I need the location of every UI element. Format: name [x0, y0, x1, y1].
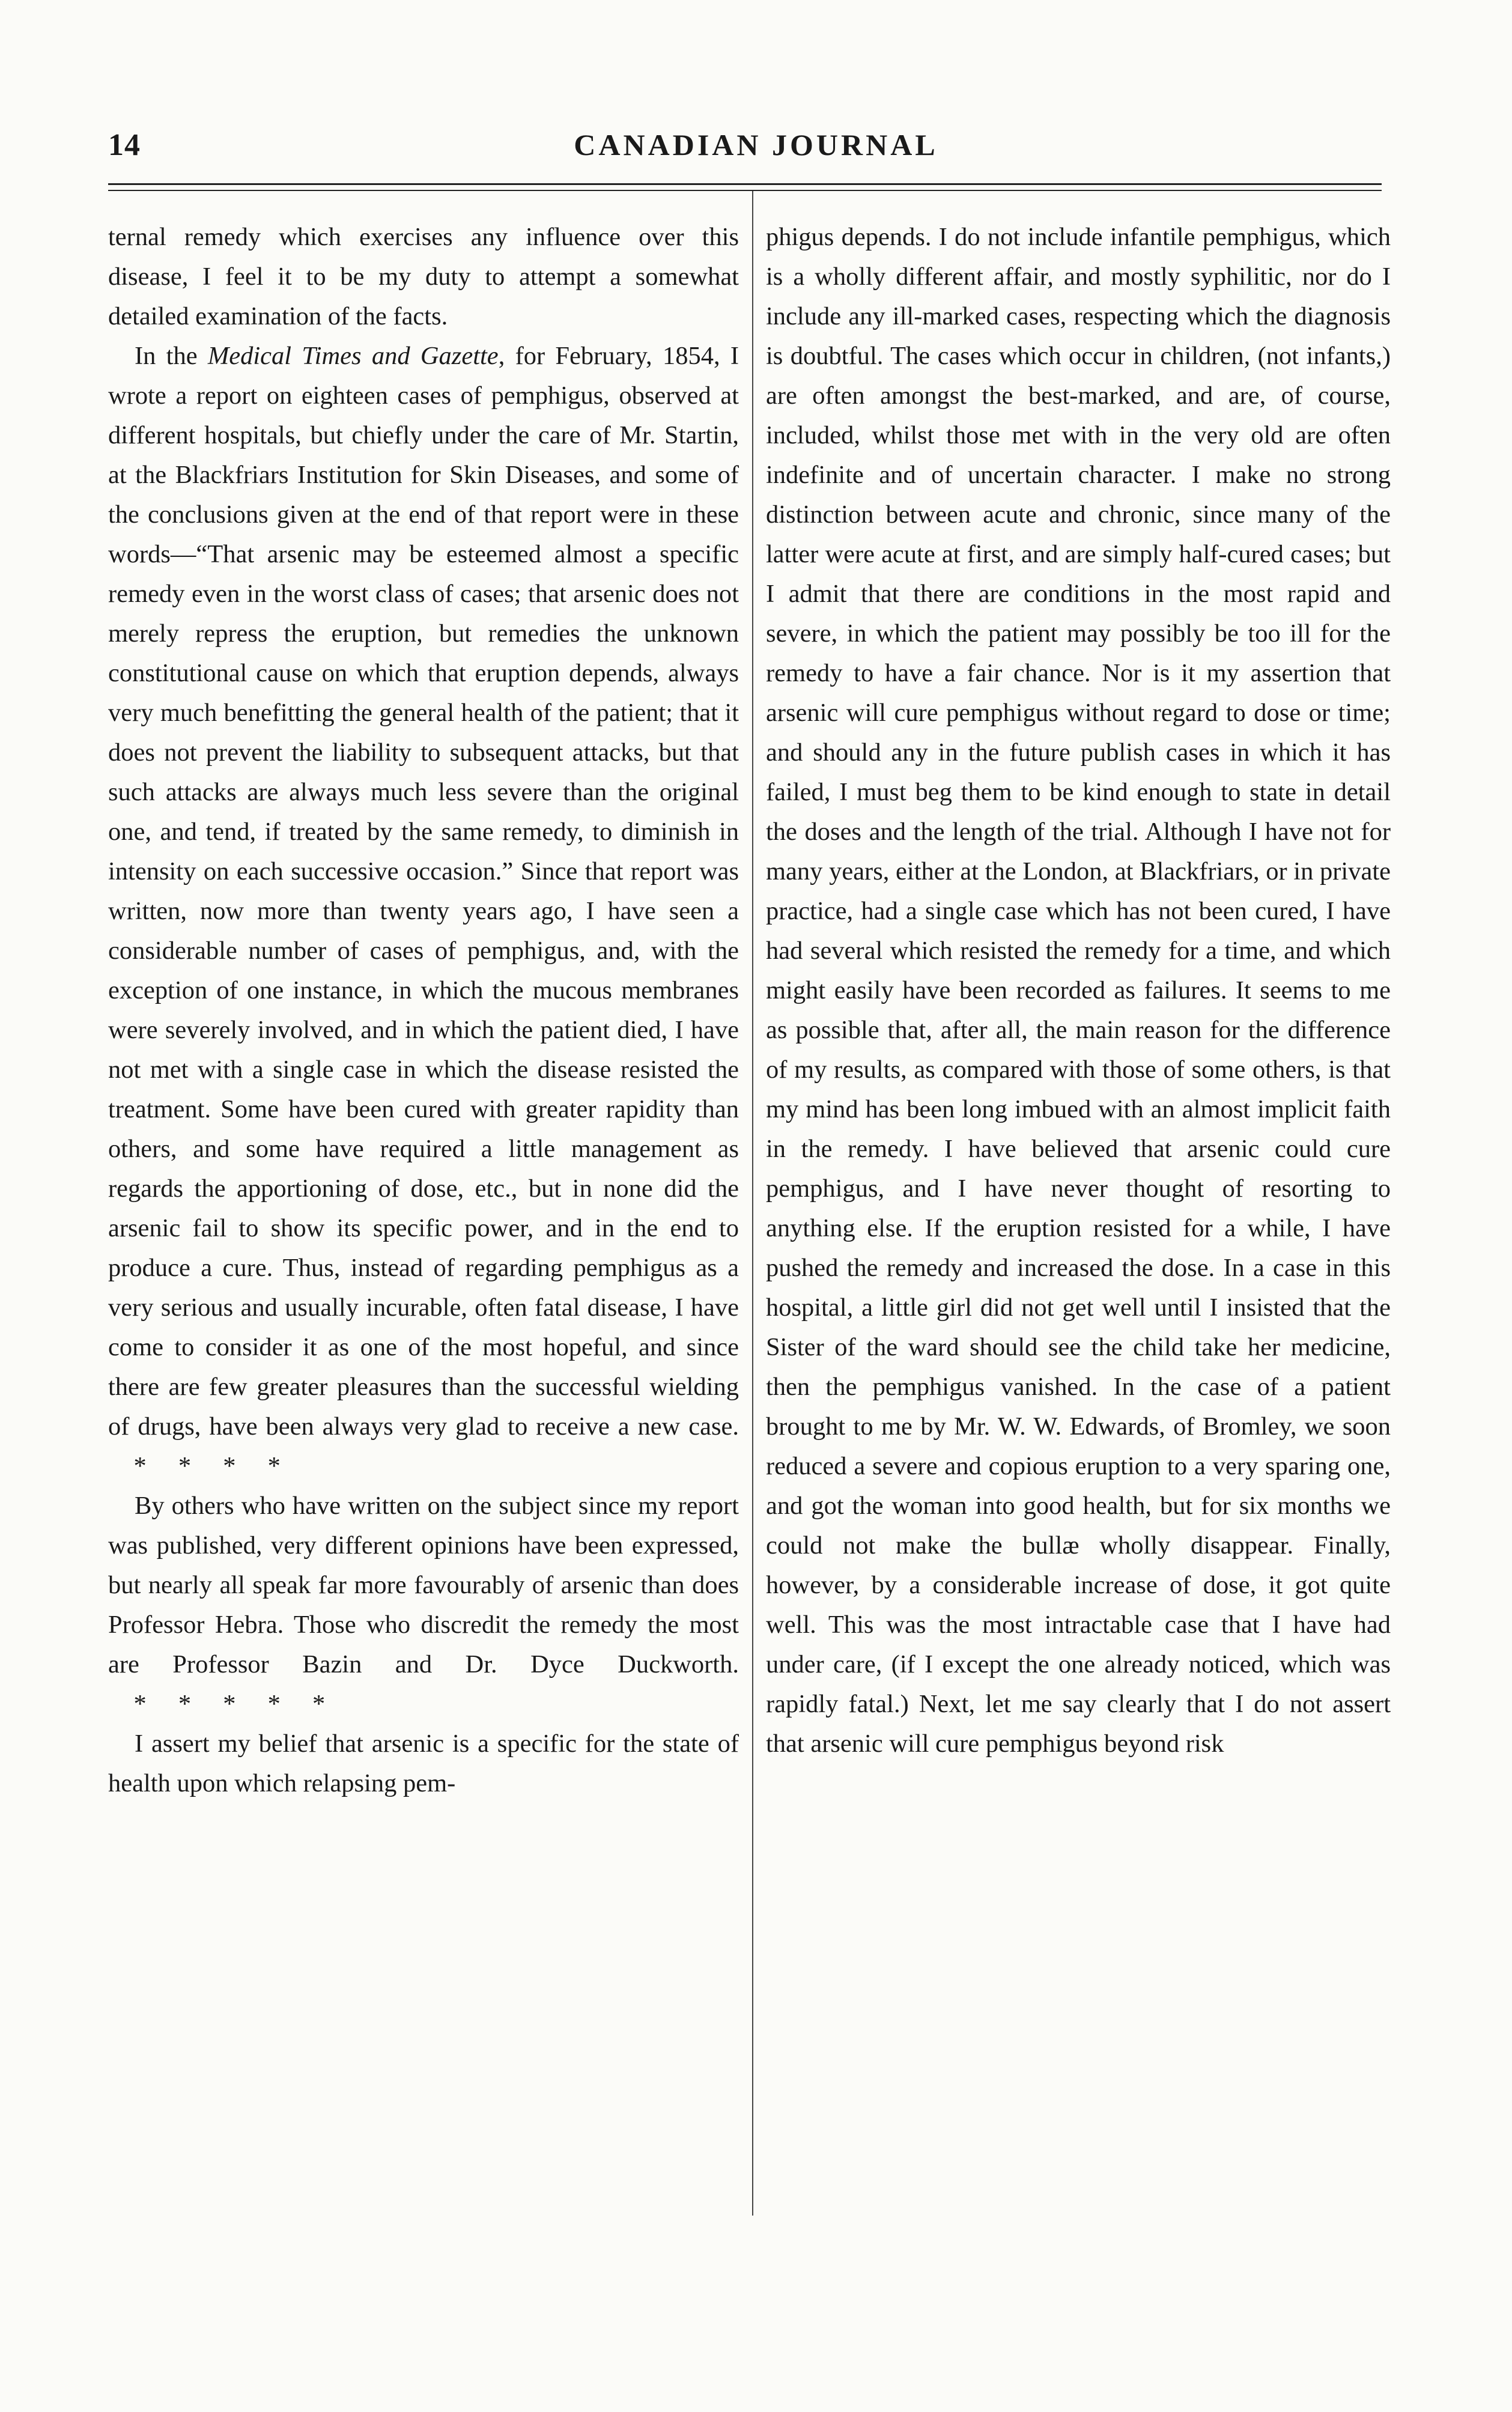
left-column — [108, 217, 739, 1803]
paragraph: ternal remedy which exercises any influence over this disease, I feel it to be my duty to attempt a somewhat detailed examination of the facts. — [108, 223, 739, 330]
paragraph — [108, 1486, 739, 1724]
paragraph-text: By others who have written on the subject since my report was published, very different opinions have been expressed, but nearly all speak far more favourably of arsenic than does Professor Hebra. Those who discredit the remedy the most are Professor Bazin and Dr. Dyce Duckworth. — [108, 1492, 739, 1678]
right-column — [766, 217, 1391, 1764]
paragraph — [108, 336, 739, 1486]
asterisk-break: * * * * — [108, 1452, 281, 1480]
journal-title: Medical Times and Gazette — [207, 342, 499, 370]
page-header — [0, 0, 1512, 198]
paragraph-start: In the — [135, 342, 208, 370]
header-rule — [108, 183, 1382, 185]
running-head: CANADIAN JOURNAL — [574, 128, 938, 162]
paragraph: phigus depends. I do not include infantile pemphigus, which is a wholly different affair, and mostly syphilitic, nor do I include any ill-marked cases, respecting which the diagnosis is doubtful. The cases which occur in children, (not infants,) are often amongst the best-marked, and are, of course, included, whilst those met with in the very old are often indefinite and of uncertain character. I make no strong distinction between acute and chronic, since many of the latter were acute at first, and are simply half-cured cases; but I admit that there are conditions in the most rapid and severe, in which the patient may possibly be too ill for the remedy to have a fair chance. Nor is it my assertion that arsenic will cure pemphigus without regard to dose or time; and should any in the future publish cases in which it has failed, I must beg them to be kind enough to state in detail the doses and the length of the trial. Although I have not for many years, either at the London, at Blackfriars, or in private practice, had a single case which has not been cured, I have had several which resisted the remedy for a time, and which might easily have been recorded as failures. It seems to me as possible that, after all, the main reason for the difference of my results, as compared with those of some others, is that my mind has been long imbued with an almost implicit faith in the remedy. I have believed that arsenic could cure pemphigus, and I have never thought of resorting to anything else. If the eruption resisted for a while, I have pushed the remedy and increased the dose. In a case in this hospital, a little girl did not get well until I insisted that the Sister of the ward should see the child take her medicine, then the pemphigus vanished. In the case of a patient brought to me by Mr. W. W. Edwards, of Bromley, we soon reduced a severe and copious eruption to a very sparing one, and got the woman into good health, but for six months we could not make the bullæ wholly disappear. Finally, however, by a considerable increase of dose, it got quite well. This was the most intractable case that I have had under care, (if I except the one already noticed, which was rapidly fatal.) Next, let me say clearly that I do not assert that arsenic will cure pemphigus beyond risk — [766, 223, 1391, 1758]
page-number: 14 — [108, 128, 141, 162]
header-rule-secondary — [108, 190, 1382, 191]
asterisk-break: * * * * * — [108, 1690, 326, 1718]
column-divider — [752, 191, 753, 2216]
paragraph: I assert my belief that arsenic is a specific for the state of health upon which relapsing pem- — [108, 1730, 739, 1797]
paragraph-text: , for February, 1854, I wrote a report on eighteen cases of pemphigus, observed at different hospitals, but chiefly under the care of Mr. Startin, at the Blackfriars Institution for Skin Diseases, and some of the conclusions given at the end of that report were in these words—“That arsenic may be esteemed almost a specific remedy even in the worst class of cases; that arsenic does not merely repress the eruption, but remedies the unknown constitutional cause on which that eruption depends, always very much benefitting the general health of the patient; that it does not prevent the liability to subsequent attacks, but that such attacks are always much less severe than the original one, and tend, if treated by the same remedy, to diminish in intensity on each successive occasion.” Since that report was written, now more than twenty years ago, I have seen a considerable number of cases of pemphigus, and, with the exception of one instance, in which the mucous membranes were severely involved, and in which the patient died, I have not met with a single case in which the disease resisted the treatment. Some have been cured with greater rapidity than others, and some have required a little management as regards the apportioning of dose, etc., but in none did the arsenic fail to show its specific power, and in the end to produce a cure. Thus, instead of regarding pemphigus as a very serious and usually incurable, often fatal disease, I have come to consider it as one of the most hopeful, and since there are few greater pleasures than the successful wielding of drugs, have been always very glad to receive a new case. — [108, 342, 739, 1441]
